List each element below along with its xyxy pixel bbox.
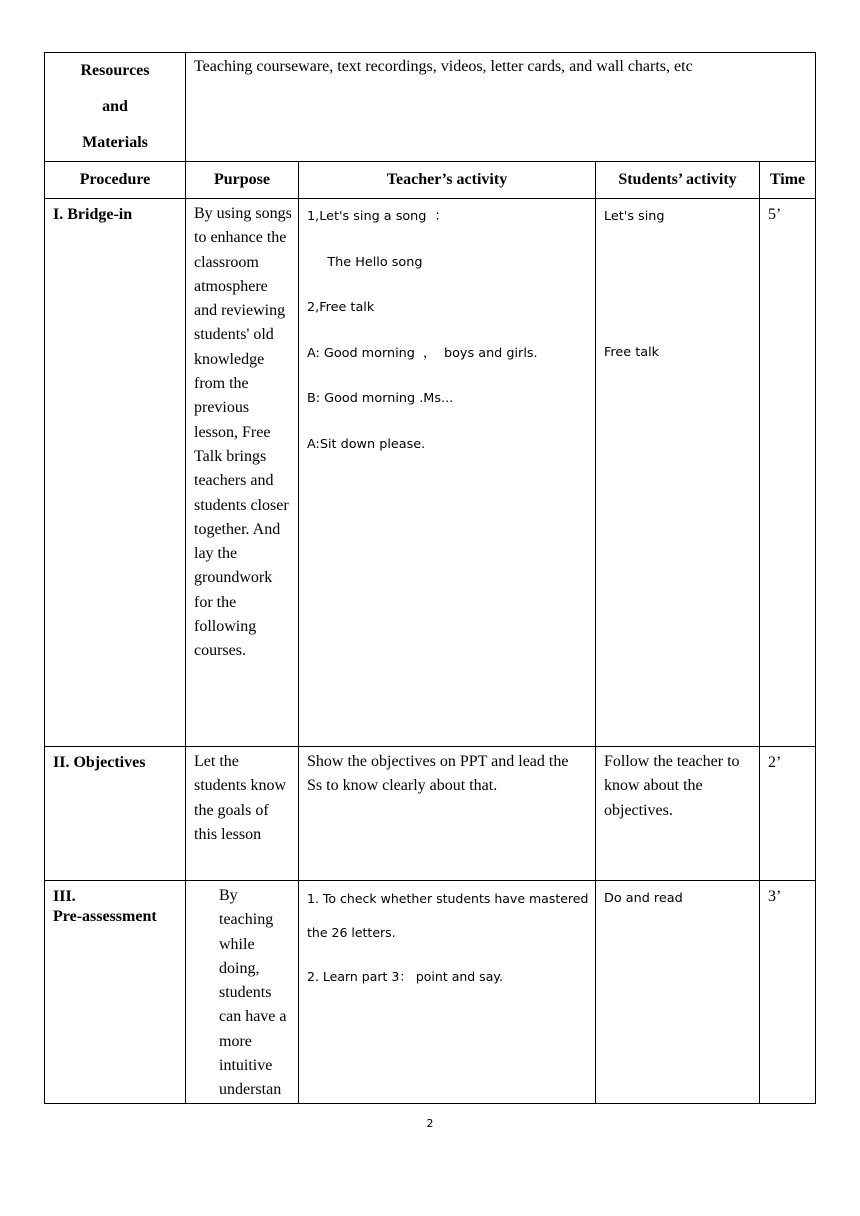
- header-procedure: Procedure: [79, 171, 151, 188]
- teacher-activity-line: A: Good morning ， boys and girls.: [307, 345, 538, 361]
- teacher-activity-line: 2,Free talk: [307, 300, 375, 315]
- teacher-activity-line: 1. To check whether students have mastered: [307, 891, 589, 906]
- students-activity-line: Do and read: [604, 891, 683, 906]
- procedure-cell: [45, 199, 186, 747]
- teacher-activity-line: The Hello song: [307, 254, 423, 270]
- students-activity-line: Let's sing: [604, 209, 665, 224]
- header-students-cell: [596, 162, 760, 199]
- header-teacher-cell: [299, 162, 596, 199]
- procedure-name: I. Bridge-in: [53, 206, 133, 223]
- purpose-text: By using songs to enhance the classroom atmosphere and reviewing students' old knowledge from the previous lesson, Free Talk brings teachers and students closer together. And lay the groundwork for the following courses.: [194, 205, 292, 660]
- purpose-cell: [186, 199, 299, 747]
- resources-label-line: Materials: [82, 134, 148, 151]
- students-activity: [596, 881, 759, 911]
- resources-text-cell: [186, 53, 816, 162]
- procedure-cell: [45, 881, 186, 1104]
- procedure-name-line: Pre-assessment: [53, 908, 157, 925]
- table-row: [45, 881, 816, 1104]
- page-number: 2: [426, 1117, 434, 1130]
- time-cell: [760, 881, 816, 1104]
- resources-label: [45, 53, 185, 161]
- procedure-cell: [45, 747, 186, 881]
- time-value: 2’: [768, 754, 782, 771]
- table-row: [45, 199, 816, 747]
- teacher-activity-cell: [299, 747, 596, 881]
- time-cell: [760, 199, 816, 747]
- teacher-activity: [299, 881, 595, 999]
- teacher-activity-line: 2. Learn part 3： point and say.: [307, 969, 503, 984]
- teacher-activity-line: B: Good morning .Ms...: [307, 391, 454, 406]
- teacher-activity: [299, 199, 595, 478]
- teacher-activity-line: 1,Let's sing a song ：: [307, 209, 448, 224]
- header-procedure-cell: [45, 162, 186, 199]
- procedure-name: [45, 881, 185, 927]
- students-activity-cell: [596, 199, 760, 747]
- teacher-activity-cell: [299, 199, 596, 747]
- lesson-plan-table: [44, 52, 816, 1104]
- students-activity-line: Free talk: [604, 345, 660, 360]
- teacher-activity-cell: [299, 881, 596, 1104]
- purpose-cell: [186, 881, 299, 1104]
- header-row: [45, 162, 816, 199]
- header-teacher-activity: Teacher’s activity: [386, 171, 508, 188]
- students-activity: [596, 199, 759, 365]
- students-activity: Follow the teacher to know about the objectives.: [604, 753, 740, 819]
- resources-text: Teaching courseware, text recordings, videos, letter cards, and wall charts, etc: [194, 58, 693, 75]
- procedure-name-line: III.: [53, 888, 76, 905]
- resources-label-line: Resources: [80, 62, 150, 79]
- header-time-cell: [760, 162, 816, 199]
- resources-row: [45, 53, 816, 162]
- resources-label-cell: [45, 53, 186, 162]
- time-cell: [760, 747, 816, 881]
- purpose-text: Let the students know the goals of this lesson: [194, 753, 286, 843]
- purpose-text: By teaching while doing, students can have a more intuitive understan: [219, 887, 287, 1099]
- time-value: 5’: [768, 206, 782, 223]
- teacher-activity-line: the 26 letters.: [307, 925, 396, 940]
- procedure-name: II. Objectives: [53, 754, 146, 771]
- table-row: [45, 747, 816, 881]
- students-activity-cell: [596, 881, 760, 1104]
- resources-label-line: and: [102, 98, 128, 115]
- header-purpose-cell: [186, 162, 299, 199]
- time-value: 3’: [768, 888, 782, 905]
- teacher-activity-line: A:Sit down please.: [307, 436, 426, 452]
- header-time: Time: [769, 171, 806, 188]
- purpose-cell: [186, 747, 299, 881]
- students-activity-cell: [596, 747, 760, 881]
- teacher-activity: Show the objectives on PPT and lead the Ss to know clearly about that.: [307, 753, 569, 795]
- header-students-activity: Students’ activity: [618, 171, 737, 188]
- header-purpose: Purpose: [214, 171, 270, 188]
